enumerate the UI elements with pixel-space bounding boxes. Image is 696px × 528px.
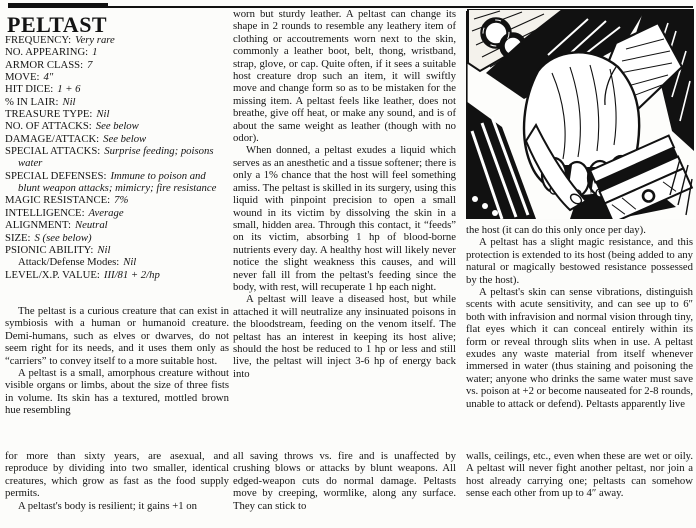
stat-value: Nil [62, 95, 76, 108]
paragraph-continuation: all saving throws vs. fire and is unaffected by crushing blows or attacks by blunt weapons. All edged-weapon cuts do normal damage. Peltasts move by creeping, wormlike, along any surface. They can stick to [233, 450, 456, 512]
stat-label: ALIGNMENT: [5, 219, 71, 232]
paragraph-continuation: worn but sturdy leather. A peltast can change its shape in 2 rounds to resemble any leathery item of clothing or accoutrements worn next to the skin, commonly a leather boot, belt, thong, wristband, strap, glove, or cap. Quite often, if it sees a suitable host creature drop such an item, it will swiftly move and change form so as to be mistaken for the missing item. A peltast feels like leather, does not breathe, give off heat, or make any sound, and is of about the same weight as leather (though with no odor). [233, 8, 456, 145]
paragraph: When donned, a peltast exudes a liquid which serves as an anesthetic and a tissue softener; there is only a 1% chance that the host will feel something amiss. The peltast is skilled in its surgery, using this liquid with pinpoint precision to open a small wound in its victim by dissolving the skin in a small, hidden area. Through this contact, it “feeds” on its victim, absorbing 1 hp of blood-borne nutrients every day. A healthy host will likely never notice the slight weakness this causes, and will never fall ill from the peltast's feeding since the body, with rest, will recuperate 1 hp each night. [233, 144, 456, 293]
stat-label: NO. OF ATTACKS: [5, 120, 92, 133]
stat-label: PSIONIC ABILITY: [5, 243, 94, 256]
paragraph: A peltast's skin can sense vibrations, distinguish scents with acute sensitivity, and can see up to 6″ both with infravision and normal vision through tiny, flat eyes which it can conceal entirely within its form or reveal through slits when in use. A peltast exudes any waste material from itself whenever immersed in water (thus staining and poisoning the water; anyone who drinks the same water must save vs. poison at +2 or become nauseated for 2-8 rounds, unable to attack or defend). Peltasts apparently live [466, 286, 693, 410]
stat-value: S (see below) [34, 231, 92, 244]
stat-row-magic-resistance [5, 194, 230, 206]
middle-column-bottom [233, 450, 456, 512]
stat-value: Average [88, 206, 124, 219]
stat-label: Attack/Defense Modes: [18, 256, 120, 269]
stat-value: See below [95, 120, 139, 133]
stat-row-no-of-attacks [5, 120, 230, 132]
stat-row-move [5, 71, 230, 83]
stat-value: Nil [97, 243, 111, 256]
paragraph: A peltast has a slight magic resistance, and this protection is extended to its host (being added to any natural or magically bestowed resistance possessed by the host). [466, 236, 693, 286]
right-column-body [466, 224, 693, 410]
stat-value: Immune to poison and blunt weapon attacks; mimicry; fire resistance [18, 169, 217, 195]
stat-row-level-xp-value [5, 269, 230, 281]
stat-label: FREQUENCY: [5, 34, 72, 46]
right-column-bottom [466, 450, 693, 500]
stat-row-special-defenses [5, 170, 230, 195]
paragraph-continuation: the host (it can do this only once per day). [466, 224, 646, 236]
stat-value: III/81 + 2/hp [103, 268, 160, 281]
stat-row-damage-attack [5, 133, 230, 145]
stat-label: MOVE: [5, 71, 40, 84]
stat-label: SIZE: [5, 231, 31, 244]
stat-label: SPECIAL ATTACKS: [5, 145, 101, 158]
stat-value: 7% [114, 194, 129, 207]
stat-row-intelligence [5, 207, 230, 219]
paragraph: A peltast's body is resilient; it gains +1 on [18, 499, 197, 512]
stat-row-alignment [5, 219, 230, 231]
paragraph-continuation: walls, ceilings, etc., even when these are wet or oily. A peltast will never fight another peltast, nor join a host already carrying one; peltasts can somehow sense each other from up to 4″ away. [466, 450, 693, 500]
stat-value: 7 [87, 58, 93, 71]
stat-row-hit-dice [5, 83, 230, 95]
stat-row-attack-defense-modes [5, 256, 230, 268]
stat-label: INTELLIGENCE: [5, 206, 85, 219]
stat-label: DAMAGE/ATTACK: [5, 132, 100, 145]
stat-label: ARMOR CLASS: [5, 58, 84, 71]
stat-value: Neutral [74, 219, 108, 232]
stat-value: See below [103, 132, 147, 145]
top-rule-thick [8, 3, 108, 8]
stat-value: 1 [92, 46, 98, 59]
stat-value: Nil [123, 256, 137, 269]
paragraph: A peltast is a small, amorphous creature without visible organs or limbs, about the size of three fists in volume. Its skin has a textured, mottled brown hue resembling [5, 367, 229, 417]
stat-value: 1 + 6 [57, 83, 81, 96]
stat-label: LEVEL/X.P. VALUE: [5, 268, 100, 281]
middle-column-body [233, 8, 456, 380]
stat-block [5, 34, 230, 281]
paragraph: A peltast will leave a diseased host, but while attached it will neutralize any insinuated poisons in the bloodstream, feeding on the venom itself. The peltast has an interest in keeping its host alive; should the host be reduced to 1 hp or less and still live, the peltast will inject 3-6 hp of energy back into [233, 293, 456, 380]
stat-value: Surprise feeding; poisons water [18, 145, 214, 170]
stat-row-treasure-type [5, 108, 230, 120]
fist-with-wristband-illustration [466, 9, 694, 219]
stat-row-frequency [5, 34, 230, 46]
stat-label: % IN LAIR: [5, 95, 59, 108]
left-column-body [5, 305, 229, 417]
stat-value: 4″ [43, 71, 54, 84]
stat-row-in-lair [5, 96, 230, 108]
stat-label: SPECIAL DEFENSES: [5, 169, 107, 182]
paragraph-continuation: for more than sixty years, are asexual, and reproduce by dividing into two smaller, identical creatures, which grow as fast as the food supply permits. [5, 450, 229, 500]
stat-row-special-attacks [5, 145, 230, 170]
stat-label: HIT DICE: [5, 83, 54, 96]
stat-row-size [5, 232, 230, 244]
stat-label: MAGIC RESISTANCE: [5, 194, 111, 207]
stat-label: TREASURE TYPE: [5, 108, 93, 121]
stat-row-psionic-ability [5, 244, 230, 256]
paragraph: The peltast is a curious creature that can exist in symbiosis with a human or humanoid creature. Demi-humans, such as elves or dwarves, do not seem right for its needs, and it uses them only as “carriers” to convey itself to a more suitable host. [5, 305, 229, 367]
stat-value: Nil [96, 108, 110, 121]
stat-row-armor-class [5, 59, 230, 71]
monster-title: PELTAST [7, 12, 108, 37]
left-column-bottom [5, 450, 229, 512]
stat-row-no-appearing [5, 46, 230, 58]
stat-label: NO. APPEARING: [5, 46, 89, 59]
stat-value: Very rare [75, 34, 115, 46]
